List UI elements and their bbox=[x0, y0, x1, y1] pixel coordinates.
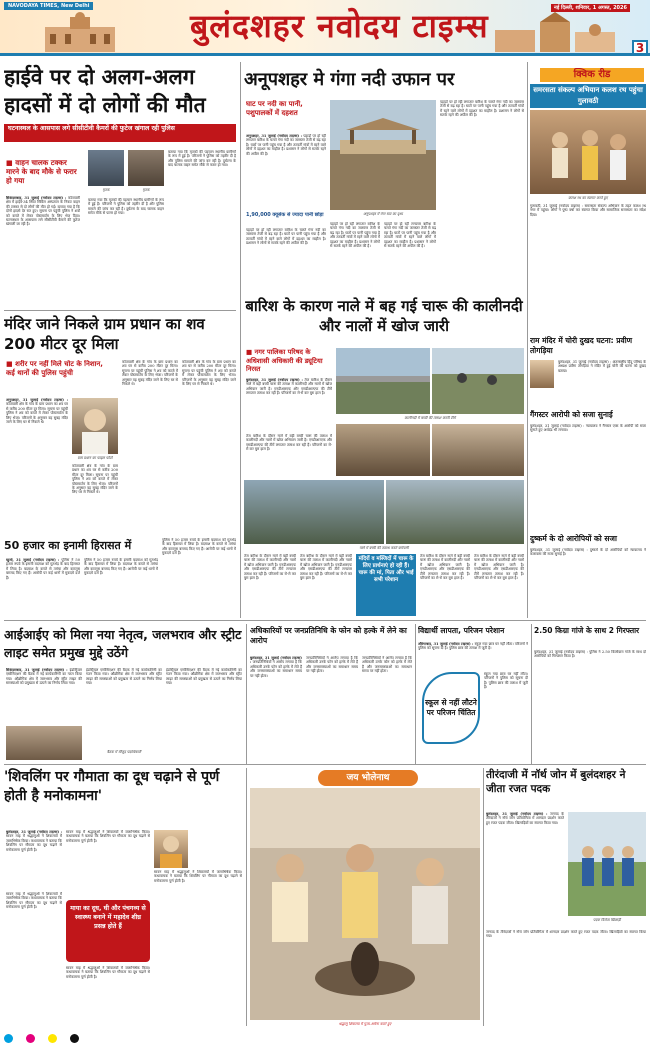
divider bbox=[240, 62, 241, 618]
lead-col2: बताया गया कि मृतकों की पहचान स्थानीय ग्रामीणों के रूप में हुई है। परिजनों ने पुलिस को तहरीर दी है और पुलिस मामले की जांच कर रही है। दुर्घटना के बाद चालक वाहन समेत मौके से फरार हो गया। bbox=[88, 198, 164, 216]
masthead bbox=[0, 0, 650, 56]
lead-body-text: कोतवाली क्षेत्र में हाईवे-34 स्थित सिविल अस्पताल के निकट वाहन की टक्कर से दो लोगों की मौत हो गई। बताया गया है कि दोनों हादसे देर रात हुए। सूचना पर पहुंची पुलिस ने शवों को कब्जे में लेकर पोस्टमार्टम के लिए भेज दिया। घटनास्थल के आसपास लगे सीसीटीवी कैमरों की फुटेज खंगाली जा रही है। bbox=[6, 196, 80, 227]
ganga-body-5: पहाड़ों पर हो रही लगातार बारिश के चलते गंगा नदी का जलस्तर तेजी से बढ़ रहा है। घाटों पर पानी पहुंच गया है और तटवर्ती गांवों में रहने वाले लोगों में दहशत का माहौल है। प्रशासन ने लोगों से सतर्क रहने की अपील की है। bbox=[440, 100, 524, 118]
student-body-text: स्कूल गया छात्र घर नहीं लौटा। परिजनों ने पुलिस को सूचना दी है। पुलिस छात्र की तलाश में जुटी है। bbox=[418, 642, 528, 651]
rain-body-5: तेज बारिश के दौरान नाले में बही बच्ची चारू की तलाश में कालीनदी और नालों में खोज अभियान जारी है। एनडीआरएफ और एसडीआरएफ की टीमें लगातार तलाश कर रही हैं। परिजनों का रो-रो कर बुरा हाल है। bbox=[420, 554, 470, 581]
village-photo-caption: ग्राम प्रधान का फाइल फोटो bbox=[77, 456, 113, 460]
rain-headline: बारिश के कारण नाले में बह गई चारू की कालीनदी और नालों में खोज जारी bbox=[245, 297, 523, 335]
story4-body: बुलंदशहर, 31 जुलाई (नवोदय टाइम्स) : दुष्कर्म के दो आरोपियों को न्यायालय ने कारावास की सजा सुनाई है। bbox=[530, 548, 646, 557]
ganga-body-2: पहाड़ों पर हो रही लगातार बारिश के चलते गंगा नदी का जलस्तर तेजी से बढ़ रहा है। घाटों पर पानी पहुंच गया है और तटवर्ती गांवों में रहने वाले लोगों में दहशत का माहौल है। प्रशासन ने लोगों से सतर्क रहने की अपील की है। bbox=[246, 228, 326, 246]
skyline-illustration-left bbox=[40, 12, 120, 52]
ganga-photo-caption: अनूपशहर में गंगा घाट का दृश्य bbox=[363, 212, 403, 216]
divider bbox=[4, 310, 236, 311]
rain-pull-quote: मंदिरों व मस्जिदों में चारू के लिए प्रार्थनाएं हो रही हैं। चारू की मां, पिता और भाई सभी परेशान bbox=[356, 554, 416, 616]
shiv-body-2: सावन माह में श्रद्धालुओं ने शिवालयों में जलाभिषेक किया। कथावाचक ने बताया कि शिवलिंग पर गौमाता का दूध चढ़ाने से मनोकामना पूर्ण होती है। bbox=[6, 892, 62, 910]
iiae-body-1 bbox=[6, 668, 82, 724]
shiv-main-photo bbox=[250, 788, 480, 1020]
archery-body-2: जनपद के तीरंदाजों ने नॉर्थ जोन प्रतियोगिता में शानदार प्रदर्शन करते हुए रजत पदक जीता। खिलाड़ियों का स्वागत किया गया। bbox=[486, 930, 646, 939]
divider bbox=[4, 620, 646, 621]
iiae-dateline: सिकंदराबाद, 31 जुलाई (नवोदय टाइम्स) : bbox=[6, 668, 68, 672]
quick-read-badge: क्विक रीड bbox=[540, 68, 644, 82]
village-sub-head: ■ शरीर पर नहीं मिले चोट के निशान, कई थानों की पुलिस पहुंची bbox=[6, 360, 106, 396]
cyan-dot bbox=[4, 1034, 13, 1043]
ganga-dateline: अनूपशहर, 31 जुलाई (नवोदय टाइम्स) : bbox=[246, 134, 302, 138]
village-body-text: कोतवाली क्षेत्र के गांव के ग्राम प्रधान का शव घर से करीब 200 मीटर दूर मिला। सूचना पर पहुंची पुलिस ने शव को कब्जे में लेकर पोस्टमार्टम के लिए भेजा। परिजनों के अनुसार वह सुबह मंदिर जाने के लिए घर से निकले थे। bbox=[6, 402, 68, 425]
reward-body-2: पुलिस ने 50 हजार रुपये के इनामी बदमाश को मुठभेड़ के बाद हिरासत में लिया है। बदमाश के कब्जे से तमंचा और कारतूस बरामद किए गए हैं। आरोपी पर कई थानों में मुकदमे दर्ज हैं। bbox=[84, 558, 158, 576]
village-body-3: कोतवाली क्षेत्र के गांव के ग्राम प्रधान का शव घर से करीब 200 मीटर दूर मिला। सूचना पर पहुंची पुलिस ने शव को कब्जे में लेकर पोस्टमार्टम के लिए भेजा। परिजनों के अनुसार वह सुबह मंदिर जाने के लिए घर से निकले थे। bbox=[122, 360, 178, 387]
quick-read-photo-caption: कलश रथ का स्वागत करते हुए bbox=[568, 196, 608, 200]
story2-body: बुलंदशहर, 31 जुलाई (नवोदय टाइम्स) : अंतरराष्ट्रीय हिंदू परिषद के अध्यक्ष प्रवीण तोगड़िया ने मंदिर में हुई चोरी की घटना को दुखद बताया। bbox=[558, 360, 646, 373]
quick-read-headline: समरसता संकल्प अभियान कलश रथ पहुंचा गुलावठी bbox=[530, 84, 646, 108]
ganga-body-3: पहाड़ों पर हो रही लगातार बारिश के चलते गंगा नदी का जलस्तर तेजी से बढ़ रहा है। घाटों पर पानी पहुंच गया है और तटवर्ती गांवों में रहने वाले लोगों में दहशत का माहौल है। प्रशासन ने लोगों से सतर्क रहने की अपील की है। bbox=[330, 222, 380, 249]
rain-body-1 bbox=[246, 378, 332, 432]
iiae-photo-caption: बैठक में मौजूद पदाधिकारी bbox=[106, 750, 142, 754]
lead-body bbox=[6, 196, 80, 306]
shiv-author-photo bbox=[154, 830, 188, 868]
ganga-callout: 1,90,000 क्यूसेक से ज्यादा पानी छोड़ा bbox=[246, 212, 324, 218]
iiae-body-3: इंडस्ट्रियल एसोसिएशन की बैठक में नई कार्यकारिणी का गठन किया गया। औद्योगिक क्षेत्र में जलभराव और स्ट्रीट लाइट की समस्याओं को प्रमुखता से उठाने का निर्णय लिया गया। bbox=[166, 668, 242, 686]
shiv-body-1 bbox=[6, 830, 62, 890]
reward-body-3: पुलिस ने 50 हजार रुपये के इनामी बदमाश को मुठभेड़ के बाद हिरासत में लिया है। बदमाश के कब्जे से तमंचा और कारतूस बरामद किए गए हैं। आरोपी पर कई थानों में मुकदमे दर्ज हैं। bbox=[162, 538, 236, 556]
rain-photo-1 bbox=[336, 348, 430, 414]
archery-body-1 bbox=[486, 812, 564, 928]
divider bbox=[4, 764, 646, 765]
rain-photo-6 bbox=[386, 480, 524, 544]
archery-headline: तीरंदाजी में नॉर्थ जोन में बुलंदशहर ने जीता रजत पदक bbox=[486, 769, 626, 795]
edition-label: NAVODAYA TIMES, New Delhi bbox=[4, 2, 93, 10]
village-photo bbox=[72, 398, 118, 454]
ganga-body-1 bbox=[246, 134, 326, 210]
archery-photo-caption: पदक विजेता खिलाड़ी bbox=[593, 918, 621, 922]
shiv-banner: जय भोलेनाथ bbox=[318, 770, 418, 786]
student-body-1 bbox=[418, 642, 528, 668]
page-number: 3 bbox=[632, 40, 648, 56]
story2-headline: राम मंदिर में चोरी दुखद घटना: प्रवीण तोगड़िया bbox=[530, 336, 633, 355]
shiv-headline: 'शिवलिंग पर गौमाता का दूध चढ़ाने से पूर्ण होती है मनोकामना' bbox=[4, 769, 220, 804]
rain-body-2: तेज बारिश के दौरान नाले में बही बच्ची चारू की तलाश में कालीनदी और नालों में खोज अभियान जारी है। एनडीआरएफ और एसडीआरएफ की टीमें लगातार तलाश कर रही हैं। परिजनों का रो-रो कर बुरा हाल है। bbox=[246, 434, 332, 452]
student-dateline: औरंगाबाद, 31 जुलाई (नवोदय टाइम्स) : bbox=[418, 642, 474, 646]
lead-photo-caption-1: मृतक bbox=[102, 188, 110, 192]
officials-body-3: जनप्रतिनिधियों ने आरोप लगाया है कि अधिकारी उनके फोन को हल्के में लेते हैं और जनसमस्याओं का समाधान समय पर नहीं होता। bbox=[362, 656, 412, 674]
reward-body-1 bbox=[6, 558, 80, 616]
lead-dateline: सिकंदराबाद, 31 जुलाई (नवोदय टाइम्स) : bbox=[6, 196, 67, 200]
archery-photo bbox=[568, 812, 646, 916]
officials-body-1 bbox=[250, 656, 302, 760]
newspaper-title: बुलंदशहर नवोदय टाइम्स bbox=[190, 7, 489, 45]
student-pull-quote bbox=[422, 672, 480, 744]
ganga-headline: अनूपशहर मे गंगा नदी उफान पर bbox=[244, 69, 455, 90]
rain-body-4: तेज बारिश के दौरान नाले में बही बच्ची चारू की तलाश में कालीनदी और नालों में खोज अभियान जारी है। एनडीआरएफ और एसडीआरएफ की टीमें लगातार तलाश कर रही हैं। परिजनों का रो-रो कर बुरा हाल है। bbox=[300, 554, 352, 581]
lead-col3: बताया गया कि मृतकों की पहचान स्थानीय ग्रामीणों के रूप में हुई है। परिजनों ने पुलिस को तहरीर दी है और पुलिस मामले की जांच कर रही है। दुर्घटना के बाद चालक वाहन समेत मौके से फरार हो गया। bbox=[168, 150, 236, 168]
rain-photo-2 bbox=[432, 348, 524, 414]
reward-body-text: पुलिस ने 50 हजार रुपये के इनामी बदमाश को मुठभेड़ के बाद हिरासत में लिया है। बदमाश के कब्जे से तमंचा और कारतूस बरामद किए गए हैं। आरोपी पर कई थानों में मुकदमे दर्ज हैं। bbox=[6, 558, 80, 580]
skyline-illustration-right bbox=[490, 12, 620, 52]
rain-dateline: बुलंदशहर, 31 जुलाई (नवोदय टाइम्स) : bbox=[246, 378, 303, 382]
village-dateline: अनूपशहर, 31 जुलाई (नवोदय टाइम्स) : bbox=[6, 398, 68, 402]
iiae-body-text: इंडस्ट्रियल एसोसिएशन की बैठक में नई कार्यकारिणी का गठन किया गया। औद्योगिक क्षेत्र में जलभराव और स्ट्रीट लाइट की समस्याओं को प्रमुखता से उठाने का निर्णय लिया गया। bbox=[6, 668, 82, 686]
shiv-photo-caption: श्रद्धालु शिवालय में पूजा-अर्चना करते हुए bbox=[338, 1022, 392, 1026]
shiv-body-text: सावन माह में श्रद्धालुओं ने शिवालयों में जलाभिषेक किया। कथावाचक ने बताया कि शिवलिंग पर गौमाता का दूध चढ़ाने से मनोकामना पूर्ण होती है। bbox=[6, 834, 62, 852]
rain-photo-caption: कालीनदी में बच्ची की तलाश करती टीमें bbox=[404, 416, 456, 420]
shiv-dateline: बुलंदशहर, 31 जुलाई (नवोदय टाइम्स) : bbox=[6, 830, 62, 834]
story3-headline: गैंगस्टर आरोपी को सजा सुनाई bbox=[530, 410, 613, 419]
ganga-body-text: पहाड़ों पर हो रही लगातार बारिश के चलते गंगा नदी का जलस्तर तेजी से बढ़ रहा है। घाटों पर पानी पहुंच गया है और तटवर्ती गांवों में रहने वाले लोगों में दहशत का माहौल है। प्रशासन ने लोगों से सतर्क रहने की अपील की है। bbox=[246, 134, 326, 156]
shiv-body-3: सावन माह में श्रद्धालुओं ने शिवालयों में जलाभिषेक किया। कथावाचक ने बताया कि शिवलिंग पर गौमाता का दूध चढ़ाने से मनोकामना पूर्ण होती है। bbox=[66, 830, 150, 843]
divider bbox=[246, 768, 247, 1026]
shiv-pull-quote: माया का दूध, घी और पंचगव्य से स्वास्थ्य बनाने में महादेव शीघ्र प्रसन्न होते हैं bbox=[66, 900, 150, 962]
quick-read-body: गुलावठी, 31 जुलाई (नवोदय टाइम्स) : समरसता संकल्प अभियान के तहत कलश रथ नगर में पहुंचा। लोगों ने पुष्प वर्षा कर स्वागत किया और सामाजिक समरसता का संदेश दिया। bbox=[530, 204, 646, 217]
rain-body-3: तेज बारिश के दौरान नाले में बही बच्ची चारू की तलाश में कालीनदी और नालों में खोज अभियान जारी है। एनडीआरएफ और एसडीआरएफ की टीमें लगातार तलाश कर रही हैं। परिजनों का रो-रो कर बुरा हाल है। bbox=[244, 554, 296, 581]
lead-photo-caption-2: मृतक bbox=[142, 188, 150, 192]
divider bbox=[527, 62, 528, 618]
story3-body: बुलंदशहर, 31 जुलाई (नवोदय टाइम्स) : न्यायालय ने गैंगस्टर एक्ट के आरोपी को सजा सुनाते हुए अर्थदंड भी लगाया। bbox=[530, 424, 646, 433]
rain-bottom-caption: नाले में बच्ची की तलाश करते कर्मचारी bbox=[359, 546, 409, 550]
student-body-2: स्कूल गया छात्र घर नहीं लौटा। परिजनों ने पुलिस को सूचना दी है। पुलिस छात्र की तलाश में जुटी है। bbox=[484, 672, 528, 690]
village-body-2: कोतवाली क्षेत्र के गांव के ग्राम प्रधान का शव घर से करीब 200 मीटर दूर मिला। सूचना पर पहुंची पुलिस ने शव को कब्जे में लेकर पोस्टमार्टम के लिए भेजा। परिजनों के अनुसार वह सुबह मंदिर जाने के लिए घर से निकले थे। bbox=[72, 464, 118, 495]
yellow-dot bbox=[48, 1034, 57, 1043]
rain-body-6: तेज बारिश के दौरान नाले में बही बच्ची चारू की तलाश में कालीनदी और नालों में खोज अभियान जारी है। एनडीआरएफ और एसडीआरएफ की टीमें लगातार तलाश कर रही हैं। परिजनों का रो-रो कर बुरा हाल है। bbox=[474, 554, 524, 581]
story5-headline: 2.50 किग्रा गांजे के साथ 2 गिरफ्तार bbox=[534, 626, 640, 635]
archery-body-text: जनपद के तीरंदाजों ने नॉर्थ जोन प्रतियोगिता में शानदार प्रदर्शन करते हुए रजत पदक जीता। खिलाड़ियों का स्वागत किया गया। bbox=[486, 812, 564, 825]
rain-photo-4 bbox=[432, 424, 524, 476]
officials-dateline: बुलंदशहर, 31 जुलाई (नवोदय टाइम्स) : bbox=[250, 656, 302, 665]
shiv-body-4: सावन माह में श्रद्धालुओं ने शिवालयों में जलाभिषेक किया। कथावाचक ने बताया कि शिवलिंग पर गौमाता का दूध चढ़ाने से मनोकामना पूर्ण होती है। bbox=[154, 870, 242, 883]
village-body-4: कोतवाली क्षेत्र के गांव के ग्राम प्रधान का शव घर से करीब 200 मीटर दूर मिला। सूचना पर पहुंची पुलिस ने शव को कब्जे में लेकर पोस्टमार्टम के लिए भेजा। परिजनों के अनुसार वह सुबह मंदिर जाने के लिए घर से निकले थे। bbox=[182, 360, 236, 387]
quick-read-photo bbox=[530, 110, 646, 194]
lead-photo-1 bbox=[88, 150, 124, 186]
ganga-photo bbox=[330, 100, 436, 210]
footer-registration-marks bbox=[0, 1030, 650, 1043]
officials-body-2: जनप्रतिनिधियों ने आरोप लगाया है कि अधिकारी उनके फोन को हल्के में लेते हैं और जनसमस्याओं का समाधान समय पर नहीं होता। bbox=[306, 656, 358, 674]
lead-headline: हाईवे पर दो अलग-अलग हादसों में दो लोगों की मौत bbox=[4, 65, 206, 117]
rain-body-text: तेज बारिश के दौरान नाले में बही बच्ची चारू की तलाश में कालीनदी और नालों में खोज अभियान जारी है। एनडीआरएफ और एसडीआरएफ की टीमें लगातार तलाश कर रही हैं। परिजनों का रो-रो कर बुरा हाल है। bbox=[246, 378, 332, 396]
village-body-1 bbox=[6, 398, 68, 530]
ganga-sub-head: घाट पर नदी का पानी, पशुपालकों में दहशत bbox=[246, 100, 303, 117]
officials-body-text: जनप्रतिनिधियों ने आरोप लगाया है कि अधिकारी उनके फोन को हल्के में लेते हैं और जनसमस्याओं का समाधान समय पर नहीं होता। bbox=[250, 660, 302, 678]
rain-sub-head: ■ नगर पालिका परिषद के अधिशासी अधिकारी की ड्यूटिया निरस्त bbox=[246, 348, 332, 376]
rain-photo-3 bbox=[336, 424, 430, 476]
divider bbox=[531, 624, 532, 764]
black-dot bbox=[70, 1034, 79, 1043]
student-pull-quote-text: स्कूल से नहीं लौटने पर परिजन चिंतित bbox=[425, 698, 477, 717]
iiae-body-2: इंडस्ट्रियल एसोसिएशन की बैठक में नई कार्यकारिणी का गठन किया गया। औद्योगिक क्षेत्र में जलभराव और स्ट्रीट लाइट की समस्याओं को प्रमुखता से उठाने का निर्णय लिया गया। bbox=[86, 668, 162, 686]
issue-date: नई दिल्ली, शनिवार, 1 अगस्त, 2026 bbox=[551, 4, 630, 12]
student-headline: विद्यार्थी लापता, परिजन परेशान bbox=[418, 626, 505, 635]
archery-dateline: बुलंदशहर, 31 जुलाई (नवोदय टाइम्स) : bbox=[486, 812, 548, 816]
divider bbox=[483, 768, 484, 1026]
village-headline: मंदिर जाने निकले ग्राम प्रधान का शव 200 मीटर दूर मिला bbox=[4, 315, 205, 353]
story2-photo bbox=[530, 360, 554, 388]
story4-headline: दुष्कर्म के दो आरोपियों को सजा bbox=[530, 534, 617, 543]
story5-body: बुलंदशहर, 31 जुलाई (नवोदय टाइम्स) : पुलिस ने 2.50 किलोग्राम गांजे के साथ दो आरोपियों को गिरफ्तार किया है। bbox=[534, 650, 646, 659]
reward-dateline: खुर्जा, 31 जुलाई (नवोदय टाइम्स) : bbox=[6, 558, 60, 562]
shiv-body-5: सावन माह में श्रद्धालुओं ने शिवालयों में जलाभिषेक किया। कथावाचक ने बताया कि शिवलिंग पर गौमाता का दूध चढ़ाने से मनोकामना पूर्ण होती है। bbox=[66, 966, 150, 979]
rain-photo-5 bbox=[244, 480, 384, 544]
magenta-dot bbox=[26, 1034, 35, 1043]
ganga-body-4: पहाड़ों पर हो रही लगातार बारिश के चलते गंगा नदी का जलस्तर तेजी से बढ़ रहा है। घाटों पर पानी पहुंच गया है और तटवर्ती गांवों में रहने वाले लोगों में दहशत का माहौल है। प्रशासन ने लोगों से सतर्क रहने की अपील की है। bbox=[384, 222, 436, 249]
divider bbox=[246, 624, 247, 764]
reward-headline: 50 हजार का इनामी हिरासत में bbox=[4, 539, 132, 552]
lead-photo-2 bbox=[128, 150, 164, 186]
iiae-photo bbox=[6, 726, 82, 760]
iiae-headline: आईआईए को मिला नया नेतृत्व, जलभराव और स्ट्रीट लाइट समेत प्रमुख मुद्दे उठेंगे bbox=[4, 627, 242, 660]
lead-sub-head: ■ वाहन चालक टक्कर मारने के बाद मौके से फरार हो गया bbox=[6, 158, 80, 192]
lead-deck: घटनास्थल के आसपास लगे सीसीटीवी कैमरों की फुटेज खंगाल रही पुलिस bbox=[4, 124, 236, 142]
divider bbox=[415, 624, 416, 764]
officials-headline: अधिकारियों पर जनप्रतिनिधि के फोन को हल्के में लेने का आरोप bbox=[250, 626, 407, 645]
